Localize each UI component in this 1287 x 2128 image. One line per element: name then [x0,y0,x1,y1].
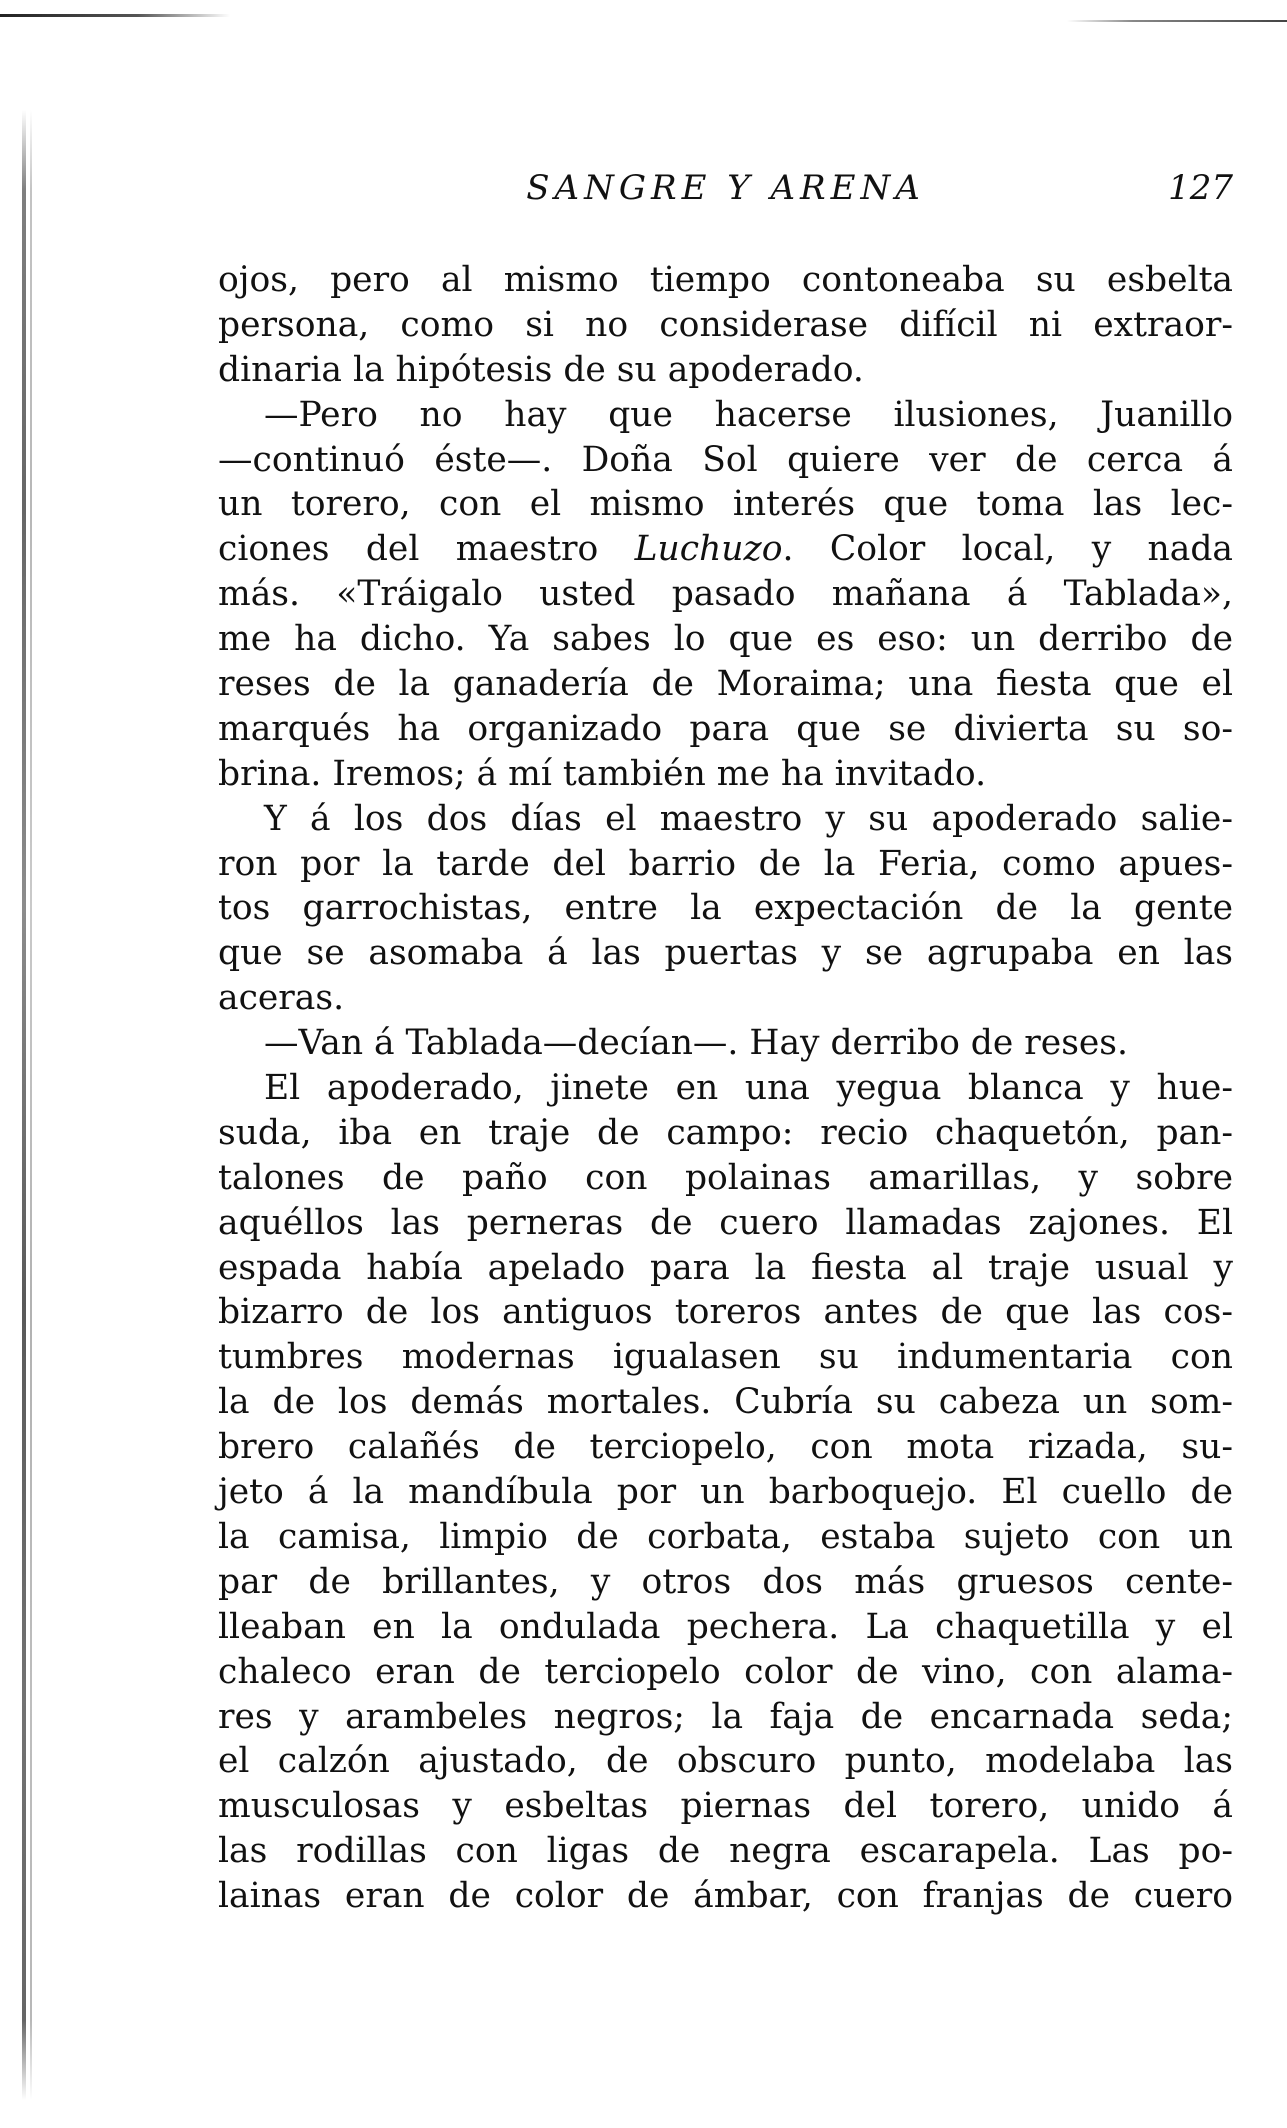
text-run: jeto á la mandíbula por un barboquejo. El cuello de [218,1472,1233,1513]
text-line [218,752,1233,797]
scan-rule-left [0,14,230,17]
text-line [218,1560,1233,1605]
text-run: espada había apelado para la fiesta al traje usual y [218,1247,1233,1288]
text-line [218,348,1233,393]
text-run: talones de paño con polainas amarillas, y sobre [218,1157,1233,1198]
text-line [218,1201,1233,1246]
text-run: el calzón ajustado, de obscuro punto, modelaba las [218,1741,1233,1782]
text-run: aquéllos las perneras de cuero llamadas zajones. El [218,1202,1233,1243]
text-line [218,1605,1233,1650]
running-title: SANGRE Y ARENA [526,168,925,208]
text-line [218,1066,1233,1111]
running-head [218,168,1233,218]
text-line [218,707,1233,752]
text-line [218,572,1233,617]
text-run: más. «Tráigalo usted pasado mañana á Tablada», [218,574,1233,615]
text-run: tumbres modernas igualasen su indumentaria con [218,1337,1233,1378]
text-line [218,976,1233,1021]
text-run: marqués ha organizado para que se divierta su so- [218,708,1233,749]
text-line [218,797,1233,842]
text-line [218,303,1233,348]
text-run: ron por la tarde del barrio de la Feria, como apues- [218,843,1233,884]
text-line [218,482,1233,527]
text-line [218,1650,1233,1695]
text-run: . Color local, y nada [782,529,1233,570]
text-line [218,617,1233,662]
text-run: lleaban en la ondulada pechera. La chaquetilla y el [218,1606,1233,1647]
text-run: res y arambeles negros; la faja de encarnada seda; [218,1696,1233,1737]
text-run: aceras. [218,978,345,1019]
text-run: par de brillantes, y otros dos más gruesos cente- [218,1561,1233,1602]
text-line [218,662,1233,707]
scan-rule-right [1067,20,1287,22]
text-run: la de los demás mortales. Cubría su cabeza un som- [218,1382,1233,1423]
text-line [218,1739,1233,1784]
page-number: 127 [1168,168,1233,208]
text-line [218,886,1233,931]
text-line [218,1425,1233,1470]
text-run: suda, iba en traje de campo: recio chaquetón, pan- [218,1112,1233,1153]
text-run: musculosas y esbeltas piernas del torero, unido á [218,1786,1233,1827]
text-run: brero calañés de terciopelo, con mota rizada, su- [218,1427,1233,1468]
text-run: Y á los dos días el maestro y su apoderado salie- [264,798,1233,839]
scan-binding-edge [22,110,26,2100]
text-line [218,1021,1233,1066]
text-run: reses de la ganadería de Moraima; una fiesta que el [218,664,1233,705]
text-line [218,1695,1233,1740]
text-line [218,527,1233,572]
text-run: que se asomaba á las puertas y se agrupaba en las [218,933,1233,974]
text-line [218,1290,1233,1335]
text-run: —Van á Tablada—decían—. Hay derribo de reses. [264,1023,1128,1064]
text-line [218,931,1233,976]
page-body [218,258,1233,1919]
text-line [218,393,1233,438]
text-run: brina. Iremos; á mí también me ha invitado. [218,753,987,794]
text-line [218,1335,1233,1380]
text-run: —Pero no hay que hacerse ilusiones, Juanillo [264,394,1233,435]
text-run: las rodillas con ligas de negra escarapela. Las po- [218,1831,1233,1872]
text-run: ojos, pero al mismo tiempo contoneaba su esbelta [218,260,1233,300]
text-run: un torero, con el mismo interés que toma las lec- [218,484,1233,525]
text-run: chaleco eran de terciopelo color de vino, con alama- [218,1651,1233,1692]
text-run: dinaria la hipótesis de su apoderado. [218,349,864,390]
text-line [218,258,1233,303]
text-run: la camisa, limpio de corbata, estaba sujeto con un [218,1516,1233,1557]
text-run: —continuó éste—. Doña Sol quiere ver de cerca á [218,439,1233,480]
text-run: tos garrochistas, entre la expectación de la gente [218,888,1233,929]
text-line [218,1111,1233,1156]
italic-name: Luchuzo [634,529,783,570]
text-line [218,1156,1233,1201]
text-run: persona, como si no considerase difícil ni extraor- [218,304,1233,345]
text-line [218,1515,1233,1560]
text-line [218,842,1233,887]
text-line [218,438,1233,483]
text-run: bizarro de los antiguos toreros antes de que las cos- [218,1292,1233,1333]
text-run: lainas eran de color de ámbar, con franjas de cuero [218,1876,1233,1917]
text-line [218,1380,1233,1425]
text-run: me ha dicho. Ya sabes lo que es eso: un derribo de [218,619,1233,660]
text-line [218,1829,1233,1874]
text-run: El apoderado, jinete en una yegua blanca y hue- [264,1068,1233,1109]
text-line [218,1784,1233,1829]
text-line [218,1246,1233,1291]
text-line [218,1470,1233,1515]
text-run: ciones del maestro [218,529,635,570]
scan-binding-edge-shadow [30,110,32,2100]
text-line [218,1874,1233,1919]
